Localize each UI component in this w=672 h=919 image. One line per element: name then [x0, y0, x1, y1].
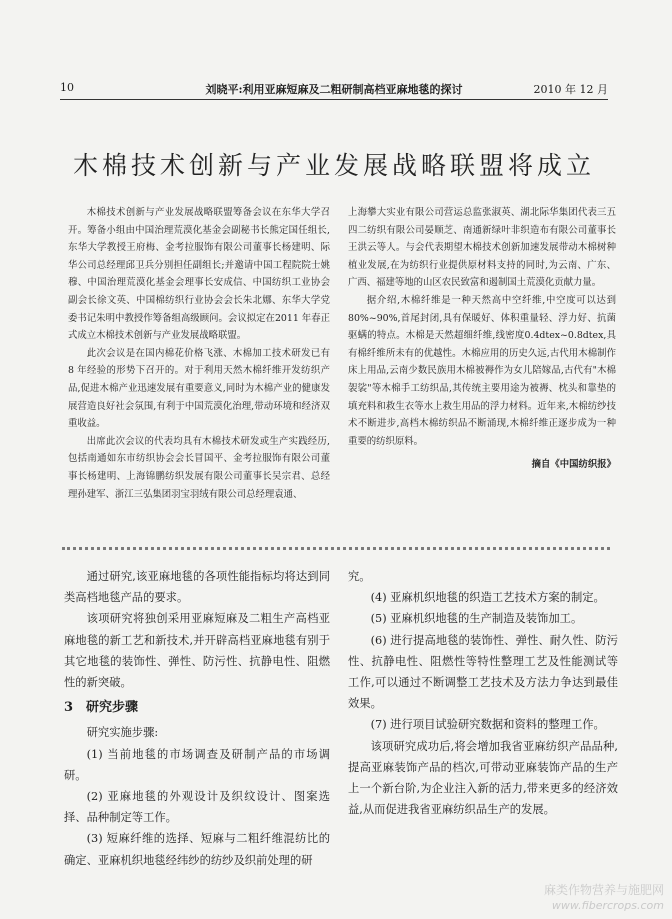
- step-item: (4) 亚麻机织地毯的织造工艺技术方案的制定。: [370, 591, 605, 605]
- watermark-url: www.fibercrops.com: [551, 899, 664, 912]
- site-watermark: [544, 883, 664, 913]
- source-credit: 摘自《中国纺织报》: [531, 459, 616, 471]
- news-column-right: [348, 204, 616, 474]
- news-paragraph: 出席此次会议的代表均具有木棉技术研发或生产实践经历,包括南通如东市纺织协会会长冒国平、金考拉服饰有限公司董事长杨建明、上海锦鹏纺织发展有限公司董事长吴宗君、总经理孙建军、浙江三弘集团羽宝羽绒有限公司总经理袁通、: [68, 435, 330, 500]
- header-rule: [60, 99, 608, 100]
- article-column-left: [64, 566, 330, 871]
- issue-date: 2010 年 12 月: [533, 83, 608, 96]
- news-paragraph: 上海攀大实业有限公司营运总监张淑英、湖北际华集团代表三五四二纺织有限公司晏顺芝、南通新绿叶非织造布有限公司董事长王洪云等人。与会代表期望木棉技术创新加速发展带动木棉树种植业发展,在为纺织行业提供原材料支持的同时,为云南、广东、广西、福建等地的山区农民致富和遏制国土荒漠化贡献力量。: [348, 207, 616, 289]
- article-title: 木棉技术创新与产业发展战略联盟将成立: [72, 151, 595, 180]
- step-item: (6) 进行提高地毯的装饰性、弹性、耐久性、防污性、抗静电性、阻燃性等特性整理工艺及性能测试等工作,可以通过不断调整工艺技术及方法力争达到最佳效果。: [348, 633, 618, 711]
- page-number: 10: [60, 81, 74, 94]
- section-divider: [62, 547, 610, 550]
- steps-intro: 研究实施步骤:: [86, 726, 159, 740]
- continued-text: 究。: [348, 570, 371, 583]
- news-paragraph: 木棉技术创新与产业发展战略联盟筹备会议在东华大学召开。筹备小组由中国治理荒漠化基金会副秘书长熊定国任组长,东华大学教授王府梅、金考拉服饰有限公司董事长杨建明、际华公司总经理邱卫兵分别担任副组长;并邀请中国工程院院士姚穆、中国治理荒漠化基金会理事长安成信、中国纺织工业协会副会长徐文英、中国棉纺织行业协会会长朱北娜、东华大学党委书记朱明中教授作筹备组高级顾问。会议拟定在2011 年春正式成立木棉技术创新与产业发展战略联盟。: [68, 207, 330, 342]
- article-column-right: [348, 566, 618, 820]
- section-number: 3: [64, 700, 74, 716]
- news-column-left: [68, 204, 330, 503]
- closing-paragraph: 该项研究成功后,将会增加我省亚麻纺织产品品种,提高亚麻装饰产品的档次,可带动亚麻装饰产品的生产上一个新台阶,为企业注入新的活力,带来更多的经济效益,从而促进我省亚麻纺织品生产的发展。: [348, 739, 618, 817]
- running-header: [60, 78, 608, 100]
- section-heading: [64, 697, 330, 718]
- step-item: (7) 进行项目试验研究数据和资料的整理工作。: [370, 718, 605, 732]
- step-item: (1) 当前地毯的市场调查及研制产品的市场调研。: [64, 747, 330, 782]
- body-paragraph: 通过研究,该亚麻地毯的各项性能指标均将达到同类高档地毯产品的要求。: [64, 570, 330, 605]
- watermark-site-name: 麻类作物营养与施肥网: [543, 883, 664, 897]
- section-title: 研究步骤: [86, 700, 139, 716]
- news-paragraph: 此次会议是在国内棉花价格飞涨、木棉加工技术研发已有 8 年经验的形势下召开的。对于利用天然木棉纤维开发纺织产品,促进木棉产业迅速发展有重要意义,同时为木棉产业的健康发展营造良好社会氛围,有利于中国荒漠化治理,带动环境和经济双重收益。: [68, 347, 330, 430]
- news-paragraph: 据介绍,木棉纤维是一种天然高中空纤维,中空度可以达到 80%~90%,首尾封闭,具有保暖好、体积重量轻、浮力好、抗菌驱螨的特点。木棉是天然超细纤维,线密度0.4dtex~0.8dtex,具有棉纤维所未有的优越性。木棉应用的历史久远,古代用木棉制作床上用品,云南少数民族用木棉被褥作为女儿陪嫁品,古代有"木棉袈裟"等木棉手工纺织品,其传统主要用途为被褥、枕头和靠垫的填充料和救生衣等水上救生用品的浮力材料。近年来,木棉纺纱技术不断进步,高档木棉纺织品不断涌现,木棉纤维正逐步成为一种重要的纺织原料。: [348, 294, 616, 447]
- step-item: (2) 亚麻地毯的外观设计及织纹设计、图案选择、品种制定等工作。: [64, 790, 330, 825]
- step-item: (3) 短麻纤维的选择、短麻与二粗纤维混纺比的确定、亚麻机织地毯经纬纱的纺纱及织前处理的研: [64, 832, 330, 867]
- body-paragraph: 该项研究将独创采用亚麻短麻及二粗生产高档亚麻地毯的新工艺和新技术,并开辟高档亚麻地毯有别于其它地毯的装饰性、弹性、防污性、抗静电性、阻燃性的新突破。: [64, 612, 330, 690]
- step-item: (5) 亚麻机织地毯的生产制造及装饰加工。: [370, 612, 583, 626]
- running-title: 刘晓平:利用亚麻短麻及二粗研制高档亚麻地毯的探讨: [205, 83, 463, 96]
